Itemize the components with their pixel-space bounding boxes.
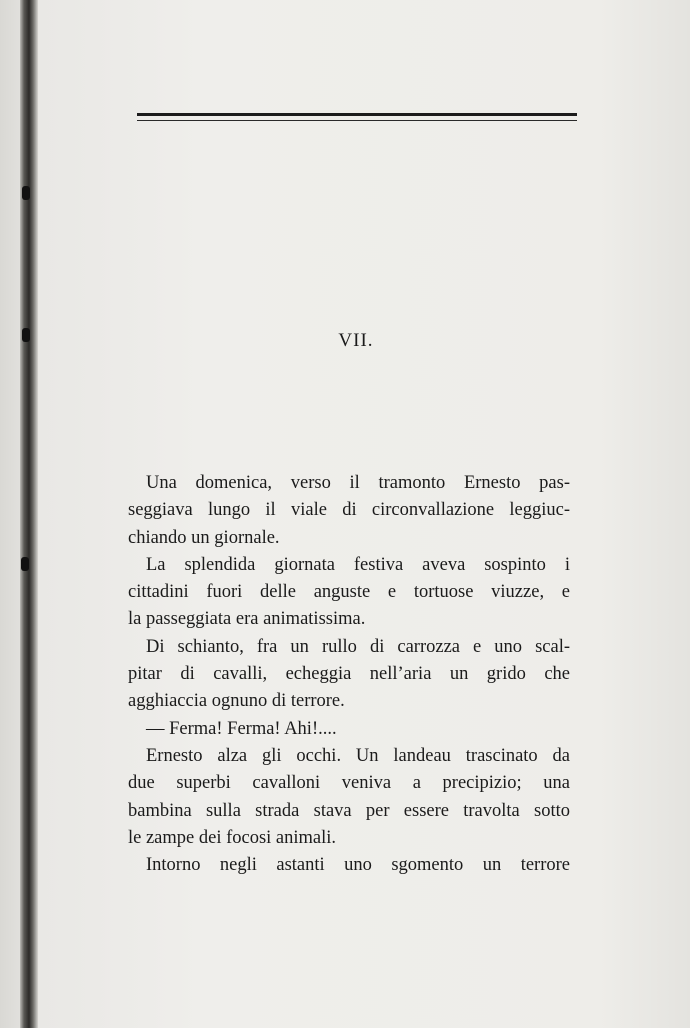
- page-binding-edge: [20, 0, 38, 1028]
- text-line: seggiava lungo il viale di circonvallazione leggiuc-: [128, 500, 570, 521]
- chapter-heading: VII.: [338, 330, 374, 351]
- text-line: La splendida giornata festiva aveva sospinto i: [146, 554, 570, 575]
- text-line: agghiaccia ognuno di terrore.: [128, 691, 345, 712]
- text-line: Di schianto, fra un rullo di carrozza e uno scal-: [146, 636, 570, 657]
- body-text: [128, 470, 570, 879]
- binding-stitch-mark: [22, 186, 30, 200]
- text-line: Ernesto alza gli occhi. Un landeau trascinato da: [146, 745, 570, 766]
- text-line: la passeggiata era animatissima.: [128, 609, 366, 630]
- header-rule-thick: [137, 113, 577, 116]
- header-rule-thin: [137, 120, 577, 121]
- text-line: Una domenica, verso il tramonto Ernesto pas-: [146, 473, 570, 493]
- text-line: bambina sulla strada stava per essere travolta sotto: [128, 800, 570, 821]
- text-line: due superbi cavalloni veniva a precipizio; una: [128, 773, 570, 794]
- text-line: pitar di cavalli, echeggia nell’aria un grido che: [128, 664, 570, 685]
- text-line: Intorno negli astanti uno sgomento un terrore: [146, 855, 570, 876]
- text-line: cittadini fuori delle anguste e tortuose viuzze, e: [128, 582, 570, 603]
- binding-stitch-mark: [21, 557, 29, 571]
- text-line: — Ferma! Ferma! Ahi!....: [146, 718, 337, 739]
- text-line: le zampe dei focosi animali.: [128, 827, 337, 848]
- text-line: chiando un giornale.: [128, 527, 280, 548]
